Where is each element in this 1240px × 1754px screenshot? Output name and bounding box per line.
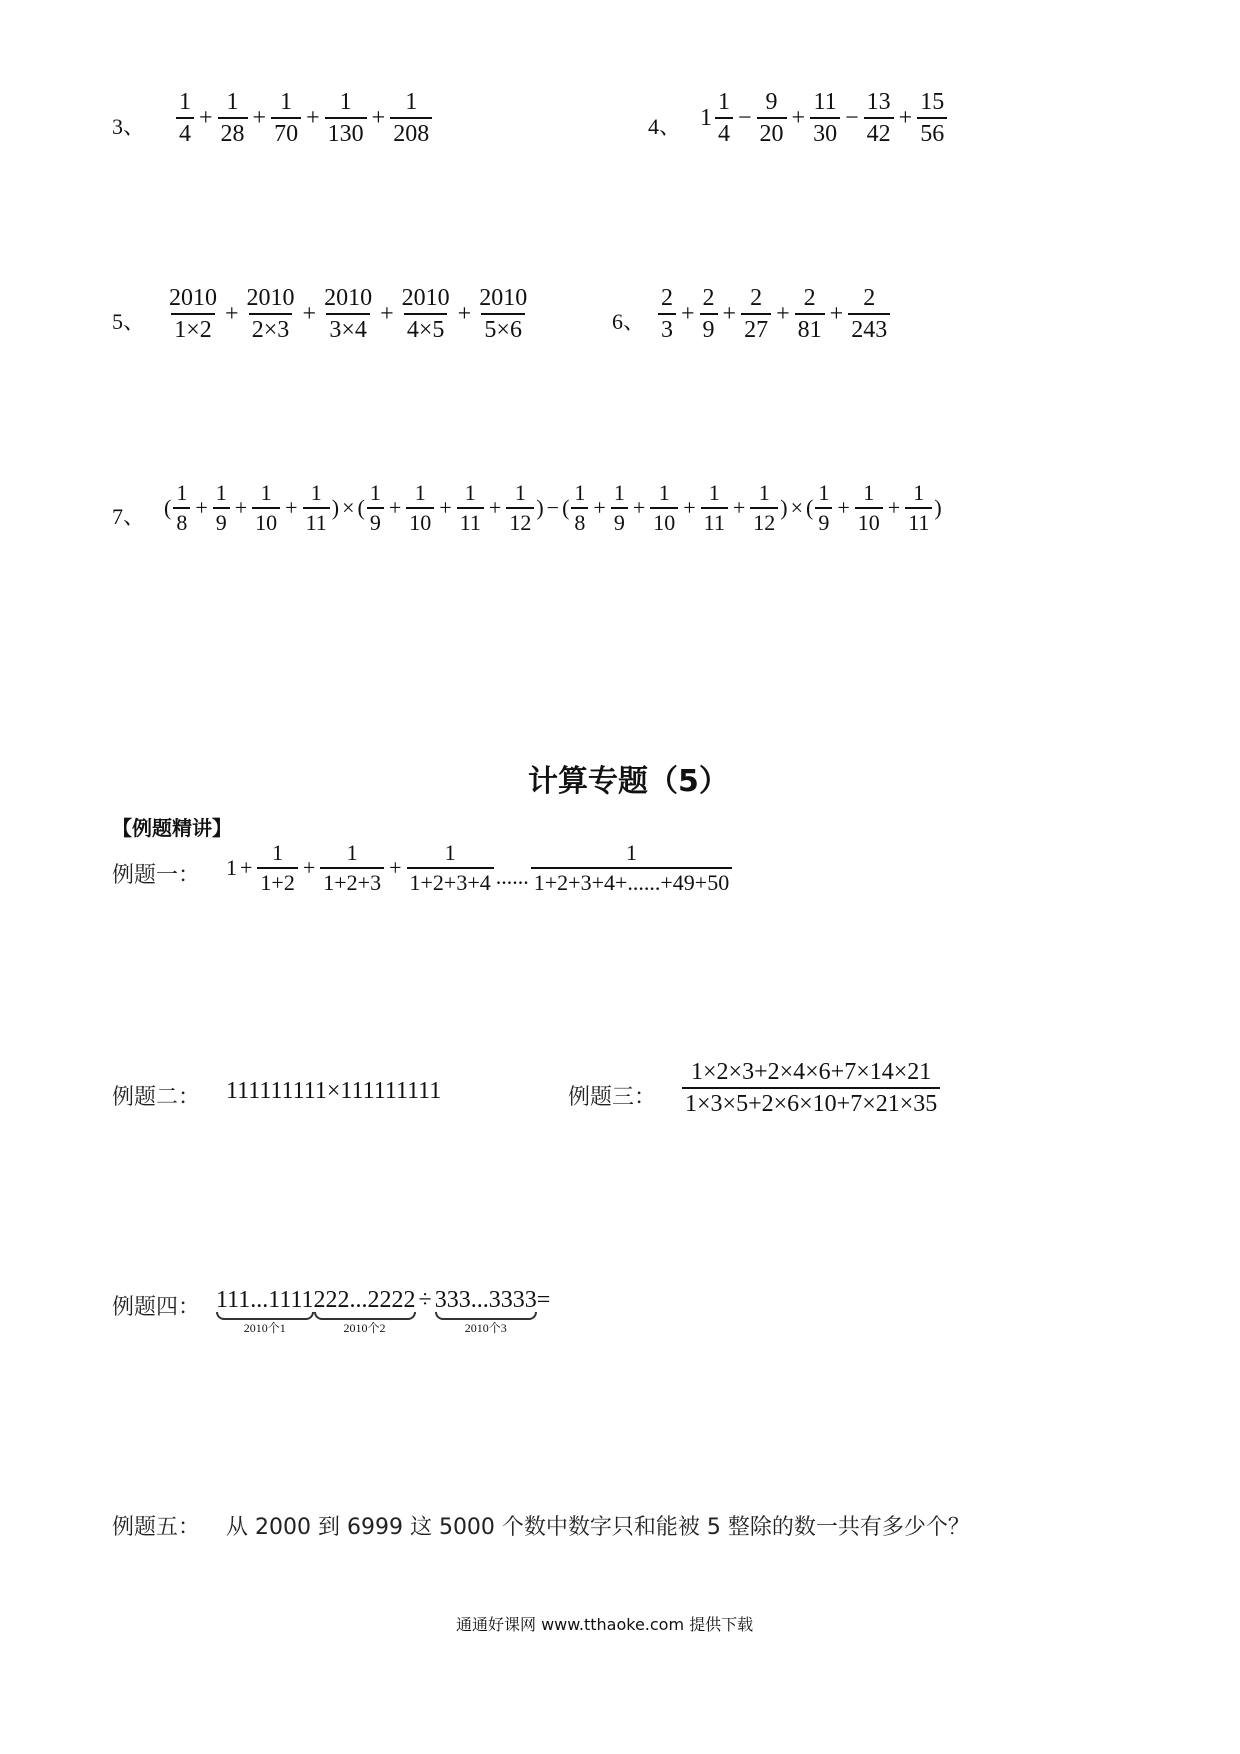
fraction: $\frac{2}{27}$ <box>741 286 771 342</box>
fraction: $\frac{1}{130}$ <box>325 90 367 146</box>
fraction: $\frac{1}{28}$ <box>218 90 248 146</box>
example-2-expression: 111111111×111111111 <box>226 1078 442 1104</box>
fraction: $\frac{1}{208}$ <box>390 90 432 146</box>
underbrace-group: 333...3333 2010个3 <box>434 1287 537 1335</box>
fraction: $\frac{2010}{1\times 2}$ <box>169 285 217 343</box>
example-2-label: 例题二： <box>112 1085 201 1110</box>
mixed-number-whole: 1 <box>700 105 712 131</box>
example-1-expression: 1 + $\frac{1}{1+2}$ + $\frac{1}{1+2+3}$ + $\frac{1}{1+2+3+4}$ ...... $\frac{1}{1+2+3+4+......+49+50}$ <box>226 842 734 894</box>
example-4-expression: 111...1111 2010个1 222...2222 2010个2 ÷ 333...3333 2010个3 = <box>216 1287 551 1335</box>
problem-5-label: 5、 <box>112 309 146 334</box>
fraction: $\frac{9}{20}$ <box>757 90 787 146</box>
problem-6-expression: $\frac{2}{3}$ + $\frac{2}{9}$ + $\frac{2}{27}$ + $\frac{2}{81}$ + $\frac{2}{243}$ <box>656 286 892 342</box>
fraction: $\frac{2010}{5\times 6}$ <box>479 285 528 343</box>
fraction: $\frac{2010}{4\times 5}$ <box>401 285 450 343</box>
example-3-label: 例题三： <box>568 1085 657 1110</box>
section-heading: 【例题精讲】 <box>112 816 232 840</box>
problem-7-label: 7、 <box>112 504 146 529</box>
problem-4-expression: 1 $\frac{1}{4}$ − $\frac{9}{20}$ + $\frac{11}{30}$ − $\frac{13}{42}$ + $\frac{15}{56}$ <box>700 90 949 146</box>
problem-6-label: 6、 <box>612 309 646 334</box>
problem-3-label: 3、 <box>112 114 146 139</box>
problem-4-label: 4、 <box>648 114 682 139</box>
example-3-expression: $\frac{1\times 2\times 3+2\times 4\times 6+7\times 14\times 21}{1\times 3\times 5+2\times 6\times 10+7\times 21\times 35}$ <box>680 1060 942 1116</box>
problem-7-expression: ( $\frac{1}{8}$ + $\frac{1}{9}$ + $\frac{1}{10}$ + $\frac{1}{11}$ ) × ( $\frac{1}{9}$ + $\frac{1}{10}$ + $\frac{1}{11}$ + $\frac{1}{12}$ ) − ( $\frac{1}{8}$ + $\frac{1}{9}$ + $\frac{1}{10}$ + $\frac{1}{11}$ + $\frac{1}{12}$ ) × ( $\frac{1}{9}$ + $\frac{1}{10}$ + $\frac{1}{11}$ ) <box>164 480 942 535</box>
problem-5-expression: $\frac{2010}{1\times 2}$ + $\frac{2010}{2\times 3}$ + $\frac{2010}{3\times 4}$ + $\frac{2010}{4\times 5}$ + $\frac{2010}{5\times 6}$ <box>164 286 532 342</box>
example-4-label: 例题四： <box>112 1295 201 1320</box>
fraction: $\frac{15}{56}$ <box>917 90 947 146</box>
page-footer: 通通好课网 www.tthaoke.com 提供下载 <box>456 1615 754 1634</box>
fraction: $\frac{2010}{2\times 3}$ <box>246 285 295 343</box>
example-5-label: 例题五： <box>112 1515 201 1540</box>
fraction: $\frac{1}{4}$ <box>176 90 194 146</box>
fraction: $\frac{11}{30}$ <box>810 90 840 146</box>
fraction: $\frac{2}{9}$ <box>700 286 718 342</box>
problem-3-expression: $\frac{1}{4}$ + $\frac{1}{28}$ + $\frac{1}{70}$ + $\frac{1}{130}$ + $\frac{1}{208}$ <box>174 90 434 146</box>
example-1-label: 例题一： <box>112 863 201 888</box>
fraction: $\frac{2010}{3\times 4}$ <box>324 285 373 343</box>
fraction: $\frac{13}{42}$ <box>864 90 894 146</box>
underbrace-group: 222...2222 2010个2 <box>313 1287 416 1335</box>
page-title: 计算专题（5） <box>528 764 729 799</box>
fraction: $\frac{1}{70}$ <box>271 90 301 146</box>
fraction: $\frac{2}{81}$ <box>795 286 825 342</box>
example-5-text: 从 2000 到 6999 这 5000 个数中数字只和能被 5 整除的数一共有多少个？ <box>226 1515 970 1540</box>
fraction: $\frac{2}{3}$ <box>658 286 676 342</box>
fraction: $\frac{1}{4}$ <box>715 90 733 146</box>
fraction: $\frac{2}{243}$ <box>848 286 890 342</box>
underbrace-group: 111...1111 2010个1 <box>216 1287 314 1335</box>
